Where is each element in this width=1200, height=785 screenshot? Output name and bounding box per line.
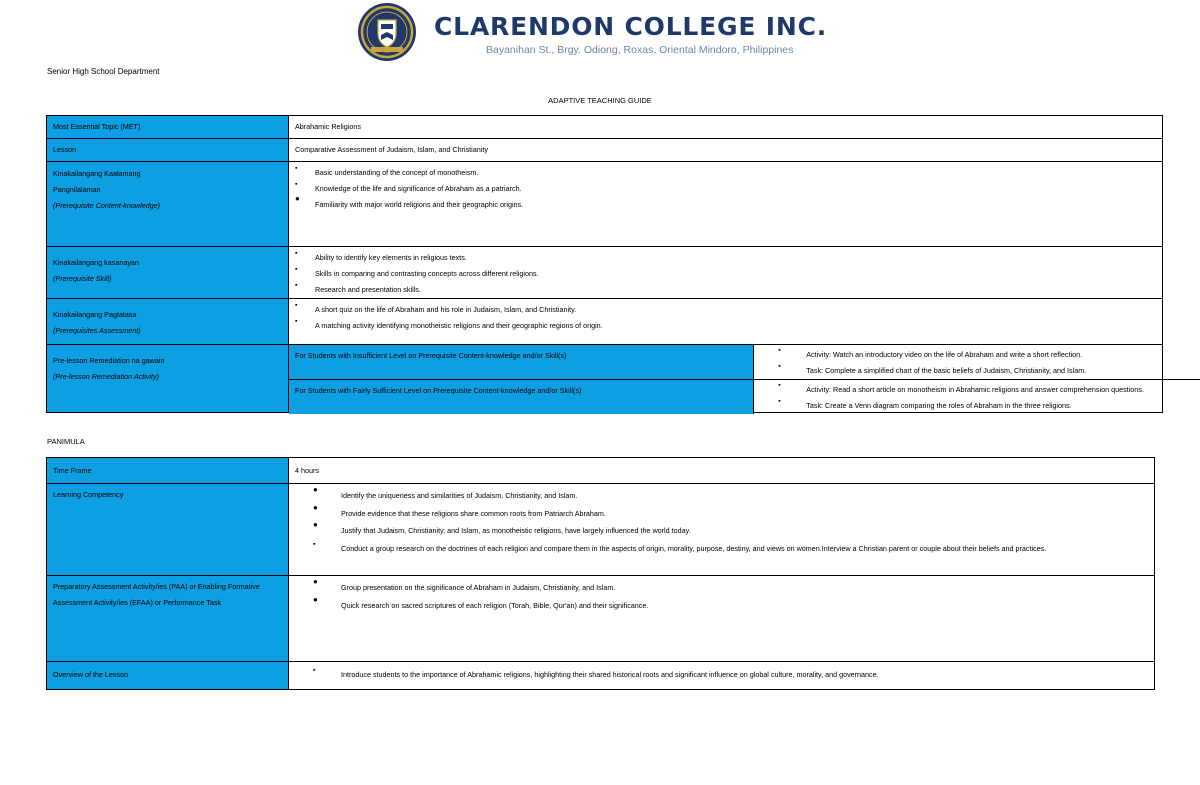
competency-cell <box>289 484 1155 576</box>
list-item: ▪ Task: Complete a simplified chart of the basic beliefs of Judaism, Christianity, and Islam. <box>806 363 1200 379</box>
skill-label-en: (Prerequisite Skill) <box>53 274 112 283</box>
adaptive-guide-table <box>46 115 1163 413</box>
table-row <box>47 116 1163 139</box>
table-row <box>47 458 1155 484</box>
list-item: ● Justify that Judaism, Christianity, and Islam, as monotheistic religions, have largely influenced the world today. <box>341 522 1146 540</box>
assessment-cell <box>289 299 1163 345</box>
table-row <box>47 139 1163 162</box>
list-item: ▪ Basic understanding of the concept of monotheism. <box>315 165 1162 181</box>
knowledge-label-line-1: Kinakailangang Kaalamang <box>53 169 141 178</box>
assessment-label <box>47 299 289 345</box>
table-row <box>47 345 1163 413</box>
list-item: ● Quick research on sacred scriptures of each religion (Torah, Bible, Qur'an) and their significance. <box>341 597 1154 615</box>
lesson-label: Lesson <box>47 139 289 162</box>
list-item: ▪ A short quiz on the life of Abraham and his role in Judaism, Islam, and Christianity. <box>315 302 1162 318</box>
paa-cell <box>289 576 1155 662</box>
met-value: Abrahamic Religions <box>289 116 1163 139</box>
skill-label-tl: Kinakailangang kasanayan <box>53 258 139 267</box>
list-item: ● Familiarity with major world religions and their geographic origins. <box>315 197 1162 213</box>
panimula-table <box>46 457 1155 690</box>
college-address: Bayanihan St., Brgy. Odiong, Roxas, Oriental Mindoro, Philippines <box>486 44 794 56</box>
list-item: ▪ Knowledge of the life and significance of Abraham as a patriarch. <box>315 181 1162 197</box>
table-row <box>47 484 1155 576</box>
time-frame-value: 4 hours <box>289 458 1155 484</box>
remediation-label <box>47 345 289 413</box>
time-frame-label: Time Frame <box>47 458 289 484</box>
list-item: ▪ Research and presentation skills. <box>315 282 1162 298</box>
list-item: ▪ Task: Create a Venn diagram comparing the roles of Abraham in the three religions. <box>806 398 1200 414</box>
skill-cell <box>289 247 1163 299</box>
department-label: Senior High School Department <box>47 67 160 76</box>
assessment-label-tl: Kinakailangang Pagtatasa <box>53 310 137 319</box>
skill-label <box>47 247 289 299</box>
knowledge-label-line-2: Pangnilalaman <box>53 185 101 194</box>
lesson-value: Comparative Assessment of Judaism, Islam, and Christianity <box>289 139 1163 162</box>
table-row <box>47 247 1163 299</box>
table-row <box>47 299 1163 345</box>
remediation-cell <box>289 345 1163 413</box>
remediation-label-tl: Pre-lesson Remediation na gawain <box>53 356 165 365</box>
competency-label: Learning Competency <box>47 484 289 576</box>
assessment-label-en: (Prerequisites Assessment) <box>53 326 141 335</box>
table-row <box>47 162 1163 247</box>
list-item: ▪ Skills in comparing and contrasting concepts across different religions. <box>315 266 1162 282</box>
letterhead <box>357 2 877 62</box>
list-item: ▪ Ability to identify key elements in religious texts. <box>315 250 1162 266</box>
insufficient-cell <box>754 345 1200 380</box>
list-item: ▪ Activity: Read a short article on monotheism in Abrahamic religions and answer comprehension questions. <box>806 382 1200 398</box>
college-name: CLARENDON COLLEGE INC. <box>434 12 828 41</box>
list-item: ▪ Conduct a group research on the doctrines of each religion and compare them in the aspects of origin, morality, purpose, destiny, and views on women.Interview a Christian parent or couple about their beliefs and practices. <box>341 540 1146 558</box>
table-row <box>47 662 1155 690</box>
college-seal-logo <box>357 2 417 62</box>
list-item: ● Provide evidence that these religions share common roots from Patriarch Abraham. <box>341 505 1146 523</box>
insufficient-label: For Students with Insufficient Level on Prerequisite Content-knowledge and/or Skill(s) <box>289 345 754 380</box>
paa-label: Preparatory Assessment Activity/ies (PAA) or Enabling Formative Assessment Activity/ies (EFAA) or Performance Task <box>47 576 289 662</box>
remediation-label-en: (Pre-lesson Remediation Activity) <box>53 372 159 381</box>
knowledge-cell <box>289 162 1163 247</box>
remediation-subtable <box>289 345 1200 414</box>
list-item: ● Group presentation on the significance of Abraham in Judaism, Christianity, and Islam. <box>341 579 1154 597</box>
fair-label: For Students with Fairly Sufficient Level on Prerequisite Content-knowledge and/or Skill(s) <box>289 380 754 415</box>
list-item: ● Identify the uniqueness and similarities of Judaism, Christianity, and Islam. <box>341 487 1146 505</box>
panimula-title: PANIMULA <box>47 437 85 446</box>
overview-label: Overview of the Lesson <box>47 662 289 690</box>
list-item: ▪ Introduce students to the importance of Abrahamic religions, highlighting their shared historical roots and significant influence on global culture, morality, and governance. <box>341 667 1154 683</box>
met-label: Most Essential Topic (MET) <box>47 116 289 139</box>
guide-title: ADAPTIVE TEACHING GUIDE <box>548 96 652 105</box>
list-item: ▪ Activity: Watch an introductory video on the life of Abraham and write a short reflection. <box>806 347 1200 363</box>
knowledge-label <box>47 162 289 247</box>
table-row <box>47 576 1155 662</box>
overview-cell <box>289 662 1155 690</box>
knowledge-label-en: (Prerequisite Content-knowledge) <box>53 201 161 210</box>
fair-cell <box>754 380 1200 415</box>
list-item: ▪ A matching activity identifying monotheistic religions and their geographic regions of origin. <box>315 318 1162 334</box>
